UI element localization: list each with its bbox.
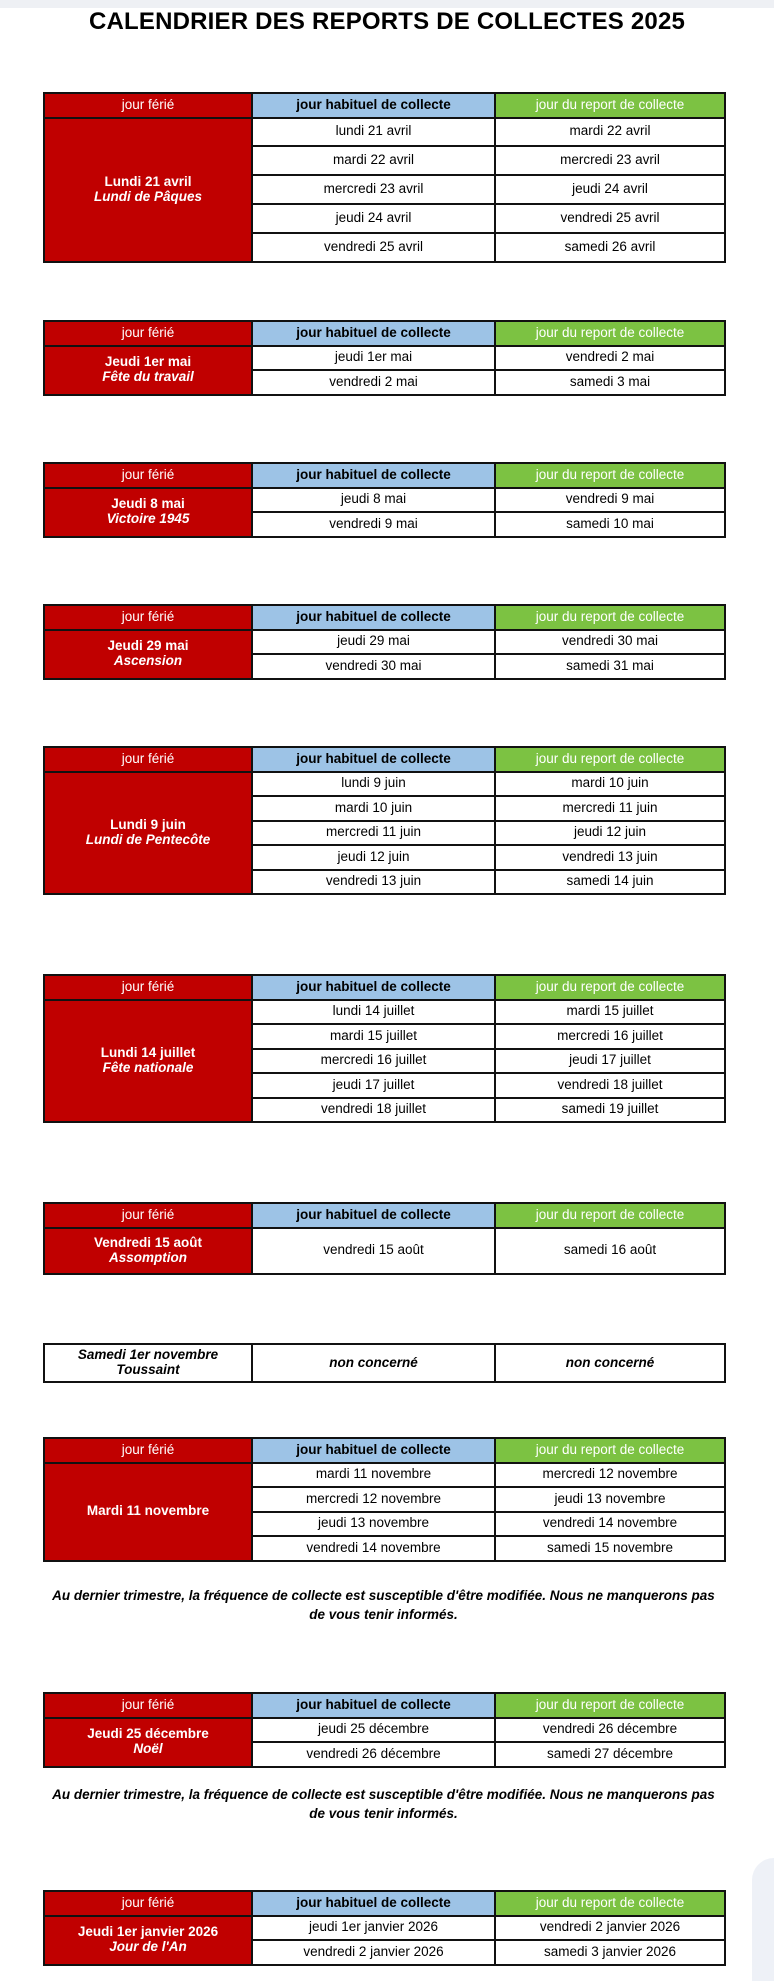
usual-day-cell: mercredi 16 juillet xyxy=(252,1049,495,1074)
trimester-note: Au dernier trimestre, la fréquence de collecte est susceptible d'être modifiée. Nous ne manquerons pas de vous tenir informés. xyxy=(52,1588,715,1622)
usual-day-cell: mardi 10 juin xyxy=(252,796,495,821)
holiday-name: Fête nationale xyxy=(102,1059,194,1075)
holiday-cell xyxy=(44,772,252,895)
table-row xyxy=(44,488,725,513)
table-header-row xyxy=(44,747,725,772)
usual-day-cell: vendredi 26 décembre xyxy=(252,1742,495,1767)
schedule-table-victoire-1945 xyxy=(43,462,726,538)
report-day-cell: vendredi 9 mai xyxy=(495,488,725,513)
scroll-edge-overlay xyxy=(752,1858,774,1981)
header-holiday: jour férié xyxy=(44,1438,252,1463)
schedule-table-noel xyxy=(43,1692,726,1768)
holiday-name: Assomption xyxy=(108,1249,187,1265)
usual-day-cell: vendredi 25 avril xyxy=(252,233,495,262)
header-usual-day: jour habituel de collecte xyxy=(252,747,495,772)
table-header-row xyxy=(44,1438,725,1463)
schedule-table-armistice xyxy=(43,1437,726,1562)
holiday-name: Toussaint xyxy=(116,1362,180,1377)
usual-day-cell: vendredi 30 mai xyxy=(252,654,495,679)
usual-day-cell: jeudi 13 novembre xyxy=(252,1512,495,1537)
report-day-cell: samedi 19 juillet xyxy=(495,1098,725,1123)
usual-day-cell: mercredi 11 juin xyxy=(252,821,495,846)
holiday-date: Jeudi 1er mai xyxy=(104,354,192,370)
table-header-row xyxy=(44,321,725,346)
holiday-cell xyxy=(44,1916,252,1965)
header-report-day: jour du report de collecte xyxy=(495,605,725,630)
table-row xyxy=(44,1463,725,1488)
header-report-day: jour du report de collecte xyxy=(495,1693,725,1718)
schedule-table-pentecote xyxy=(43,746,726,895)
usual-day-cell: mardi 15 juillet xyxy=(252,1024,495,1049)
usual-day-cell: lundi 14 juillet xyxy=(252,1000,495,1025)
holiday-cell xyxy=(44,1228,252,1274)
header-usual-day: jour habituel de collecte xyxy=(252,321,495,346)
usual-day-cell: jeudi 1er mai xyxy=(252,346,495,371)
table-row xyxy=(44,118,725,147)
report-day-cell: vendredi 14 novembre xyxy=(495,1512,725,1537)
header-usual-day: jour habituel de collecte xyxy=(252,975,495,1000)
report-day-cell: mercredi 11 juin xyxy=(495,796,725,821)
table-header-row xyxy=(44,975,725,1000)
header-holiday: jour férié xyxy=(44,1891,252,1916)
usual-day-cell: non concerné xyxy=(252,1344,495,1382)
usual-day-cell: vendredi 2 janvier 2026 xyxy=(252,1940,495,1965)
header-report-day: jour du report de collecte xyxy=(495,93,725,118)
table-row xyxy=(44,1228,725,1274)
report-day-cell: samedi 3 mai xyxy=(495,370,725,395)
header-holiday: jour férié xyxy=(44,975,252,1000)
header-holiday: jour férié xyxy=(44,1693,252,1718)
holiday-date: Lundi 9 juin xyxy=(110,816,186,832)
table-row xyxy=(44,1344,725,1382)
report-day-cell: samedi 3 janvier 2026 xyxy=(495,1940,725,1965)
holiday-cell xyxy=(44,1000,252,1123)
header-report-day: jour du report de collecte xyxy=(495,1891,725,1916)
report-day-cell: mardi 22 avril xyxy=(495,118,725,147)
header-usual-day: jour habituel de collecte xyxy=(252,1693,495,1718)
usual-day-cell: jeudi 25 décembre xyxy=(252,1718,495,1743)
usual-day-cell: mercredi 12 novembre xyxy=(252,1487,495,1512)
holiday-date: Jeudi 25 décembre xyxy=(87,1726,209,1742)
usual-day-cell: mardi 11 novembre xyxy=(252,1463,495,1488)
report-day-cell: vendredi 25 avril xyxy=(495,204,725,233)
holiday-name: Fête du travail xyxy=(102,369,194,384)
usual-day-cell: vendredi 14 novembre xyxy=(252,1536,495,1561)
header-report-day: jour du report de collecte xyxy=(495,1438,725,1463)
report-day-cell: mercredi 23 avril xyxy=(495,146,725,175)
schedule-table-assomption xyxy=(43,1202,726,1275)
schedule-table-ascension xyxy=(43,604,726,680)
page-title: CALENDRIER DES REPORTS DE COLLECTES 2025 xyxy=(88,8,686,35)
report-day-cell: samedi 10 mai xyxy=(495,512,725,537)
table-header-row xyxy=(44,1203,725,1228)
table-header-row xyxy=(44,93,725,118)
holiday-cell xyxy=(44,1718,252,1767)
holiday-cell xyxy=(44,488,252,537)
report-day-cell: samedi 15 novembre xyxy=(495,1536,725,1561)
report-day-cell: vendredi 30 mai xyxy=(495,630,725,655)
table-row xyxy=(44,346,725,371)
holiday-name: Jour de l'An xyxy=(109,1939,187,1954)
holiday-date: Jeudi 8 mai xyxy=(111,496,185,512)
usual-day-cell: jeudi 12 juin xyxy=(252,845,495,870)
report-day-cell: jeudi 13 novembre xyxy=(495,1487,725,1512)
report-day-cell: mardi 10 juin xyxy=(495,772,725,797)
report-day-cell: samedi 27 décembre xyxy=(495,1742,725,1767)
holiday-name: Lundi de Pâques xyxy=(93,188,202,204)
header-holiday: jour férié xyxy=(44,605,252,630)
usual-day-cell: vendredi 13 juin xyxy=(252,870,495,895)
report-day-cell: jeudi 12 juin xyxy=(495,821,725,846)
holiday-cell xyxy=(44,118,252,262)
report-day-cell: mercredi 16 juillet xyxy=(495,1024,725,1049)
header-holiday: jour férié xyxy=(44,321,252,346)
holiday-name: Ascension xyxy=(113,653,183,668)
header-usual-day: jour habituel de collecte xyxy=(252,93,495,118)
header-holiday: jour férié xyxy=(44,463,252,488)
holiday-date: Jeudi 29 mai xyxy=(107,638,189,654)
schedule-table-jour-de-l-an xyxy=(43,1890,726,1966)
header-report-day: jour du report de collecte xyxy=(495,1203,725,1228)
top-bar xyxy=(0,0,774,8)
holiday-date: Jeudi 1er janvier 2026 xyxy=(77,1924,219,1940)
report-day-cell: jeudi 24 avril xyxy=(495,175,725,204)
holiday-name: Noël xyxy=(133,1741,163,1756)
holiday-date: Vendredi 15 août xyxy=(93,1234,203,1250)
holiday-date: Lundi 21 avril xyxy=(104,173,192,189)
schedule-table-paques xyxy=(43,92,726,263)
table-row xyxy=(44,772,725,797)
usual-day-cell: vendredi 2 mai xyxy=(252,370,495,395)
report-day-cell: samedi 26 avril xyxy=(495,233,725,262)
usual-day-cell: vendredi 18 juillet xyxy=(252,1098,495,1123)
usual-day-cell: jeudi 8 mai xyxy=(252,488,495,513)
header-usual-day: jour habituel de collecte xyxy=(252,1891,495,1916)
usual-day-cell: vendredi 9 mai xyxy=(252,512,495,537)
report-day-cell: mercredi 12 novembre xyxy=(495,1463,725,1488)
usual-day-cell: lundi 9 juin xyxy=(252,772,495,797)
holiday-date: Lundi 14 juillet xyxy=(100,1044,196,1060)
table-header-row xyxy=(44,463,725,488)
header-holiday: jour férié xyxy=(44,93,252,118)
header-holiday: jour férié xyxy=(44,1203,252,1228)
header-report-day: jour du report de collecte xyxy=(495,463,725,488)
report-day-cell: samedi 16 août xyxy=(495,1228,725,1274)
table-row xyxy=(44,630,725,655)
holiday-cell xyxy=(44,1463,252,1561)
report-day-cell: vendredi 26 décembre xyxy=(495,1718,725,1743)
holiday-cell xyxy=(44,1344,252,1382)
usual-day-cell: lundi 21 avril xyxy=(252,118,495,147)
report-day-cell: mardi 15 juillet xyxy=(495,1000,725,1025)
header-report-day: jour du report de collecte xyxy=(495,747,725,772)
header-usual-day: jour habituel de collecte xyxy=(252,1203,495,1228)
table-row xyxy=(44,1718,725,1743)
holiday-date: Mardi 11 novembre xyxy=(86,1503,210,1519)
report-day-cell: vendredi 2 mai xyxy=(495,346,725,371)
usual-day-cell: mardi 22 avril xyxy=(252,146,495,175)
header-usual-day: jour habituel de collecte xyxy=(252,463,495,488)
schedule-table-toussaint xyxy=(43,1343,726,1383)
table-header-row xyxy=(44,1693,725,1718)
holiday-cell xyxy=(44,630,252,679)
table-row xyxy=(44,1000,725,1025)
usual-day-cell: jeudi 29 mai xyxy=(252,630,495,655)
usual-day-cell: mercredi 23 avril xyxy=(252,175,495,204)
usual-day-cell: jeudi 24 avril xyxy=(252,204,495,233)
header-usual-day: jour habituel de collecte xyxy=(252,605,495,630)
table-header-row xyxy=(44,605,725,630)
report-day-cell: samedi 14 juin xyxy=(495,870,725,895)
report-day-cell: vendredi 2 janvier 2026 xyxy=(495,1916,725,1941)
report-day-cell: non concerné xyxy=(495,1344,725,1382)
usual-day-cell: jeudi 1er janvier 2026 xyxy=(252,1916,495,1941)
table-header-row xyxy=(44,1891,725,1916)
schedule-table-fete-nationale xyxy=(43,974,726,1123)
report-day-cell: samedi 31 mai xyxy=(495,654,725,679)
holiday-cell xyxy=(44,346,252,395)
schedule-table-fete-du-travail xyxy=(43,320,726,396)
header-holiday: jour férié xyxy=(44,747,252,772)
header-report-day: jour du report de collecte xyxy=(495,975,725,1000)
header-report-day: jour du report de collecte xyxy=(495,321,725,346)
holiday-date: Samedi 1er novembre xyxy=(77,1347,219,1363)
header-usual-day: jour habituel de collecte xyxy=(252,1438,495,1463)
table-row xyxy=(44,1916,725,1941)
trimester-note: Au dernier trimestre, la fréquence de collecte est susceptible d'être modifiée. Nous ne manquerons pas de vous tenir informés. xyxy=(52,1787,715,1821)
report-day-cell: jeudi 17 juillet xyxy=(495,1049,725,1074)
usual-day-cell: jeudi 17 juillet xyxy=(252,1073,495,1098)
report-day-cell: vendredi 13 juin xyxy=(495,845,725,870)
holiday-name: Victoire 1945 xyxy=(106,511,190,526)
usual-day-cell: vendredi 15 août xyxy=(252,1228,495,1274)
report-day-cell: vendredi 18 juillet xyxy=(495,1073,725,1098)
holiday-name: Lundi de Pentecôte xyxy=(85,831,211,847)
